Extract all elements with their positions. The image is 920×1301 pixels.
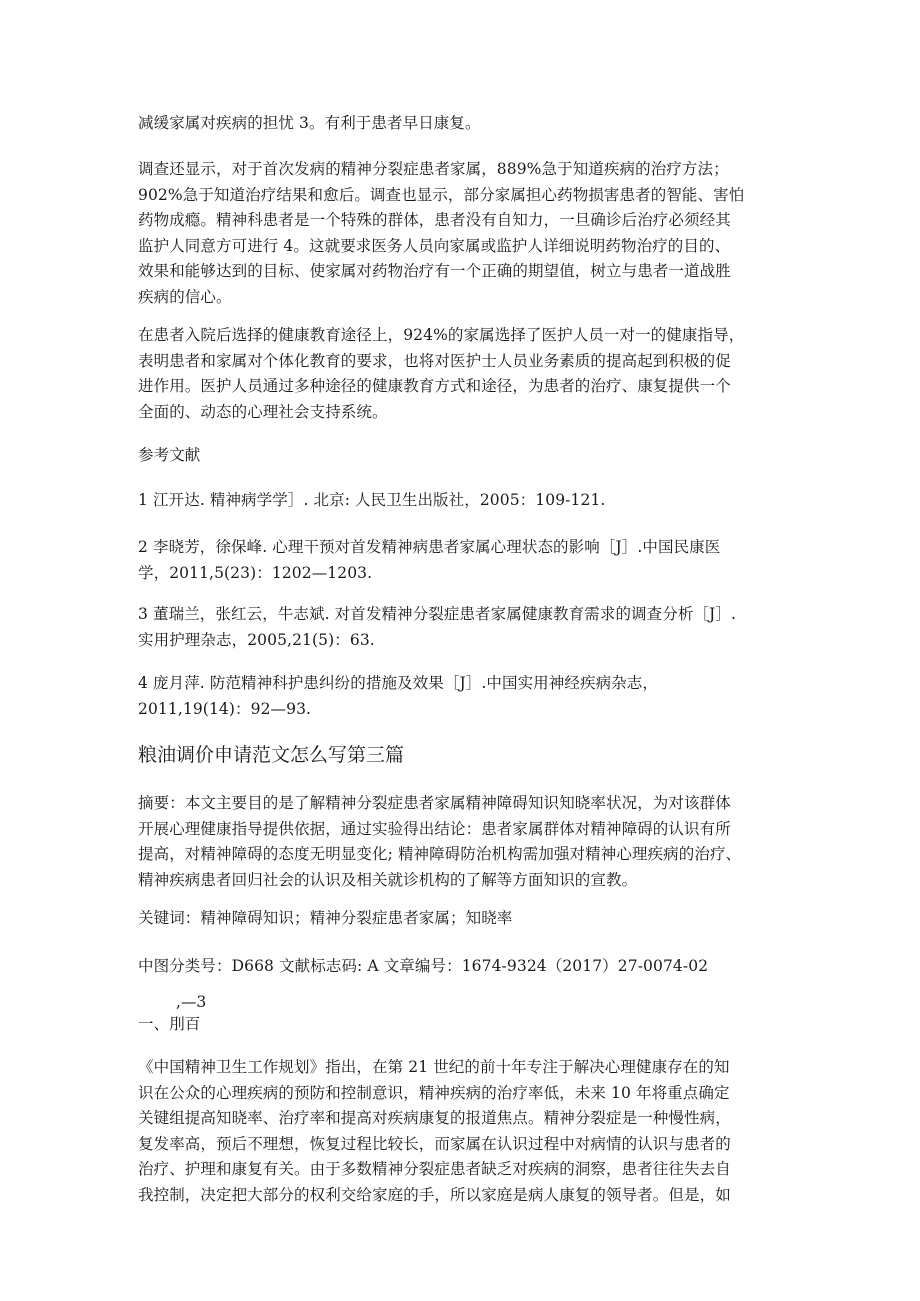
text-line: 表明患者和家属对个体化教育的要求，也将对医护士人员业务素质的提高起到积极的促: [138, 351, 731, 370]
text-line: 4 庞月萍. 防范精神科护患纠纷的措施及效果［J］.中国实用神经疾病杂志，: [138, 674, 658, 692]
intro-paragraph: [138, 1055, 788, 1208]
text-line: 2011,19(14)：92—93.: [138, 699, 312, 718]
references-title: [138, 443, 788, 469]
text-line: 药物成瘾。精神科患者是一个特殊的群体，患者没有自知力，一旦确诊后治疗必须经其: [138, 211, 731, 229]
text-line: 提高，对精神障碍的态度无明显变化; 精神障碍防治机构需加强对精神心理疾病的治疗、: [138, 845, 742, 863]
text-line: 2 李晓芳，徐保峰. 心理干预对首发精神病患者家属心理状态的影响［J］.中国民康医: [138, 538, 721, 556]
subheading-text: 一、刖百: [138, 1015, 201, 1033]
text-line: 开展心理健康指导提供依据，通过实验得出结论：患者家属群体对精神障碍的认识有所: [138, 819, 731, 838]
paragraph-health-education: [138, 323, 788, 425]
text-line: 全面的、动态的心理社会支持系统。: [138, 402, 388, 421]
reference-item: [138, 671, 788, 722]
text-line: 学，2011,5(23)：1202—1203.: [138, 563, 373, 582]
text-line: 实用护理杂志，2005,21(5)：63.: [138, 630, 375, 649]
text-line: 902%急于知道治疗结果和愈后。调查也显示，部分家属担心药物损害患者的智能、害怕: [138, 185, 745, 204]
text-line: 在患者入院后选择的健康教育途径上，924%的家属选择了医护人员一对一的健康指导，: [138, 326, 745, 344]
text-line: 效果和能够达到的目标、使家属对药物治疗有一个正确的期望值，树立与患者一道战胜: [138, 262, 731, 280]
text-line: 复发率高，预后不理想，恢复过程比较长，而家属在认识过程中对病情的认识与患者的: [138, 1134, 731, 1153]
section-heading: 粮油调价申请范文怎么写第三篇: [138, 744, 405, 766]
reference-item: [138, 488, 788, 514]
subheading: [138, 1012, 788, 1038]
text-line: 治疗、护理和康复有关。由于多数精神分裂症患者缺乏对疾病的洞察，患者往往失去自: [138, 1160, 731, 1178]
abstract-paragraph: [138, 791, 788, 893]
reference-item: [138, 535, 788, 586]
references-title-text: 参考文献: [138, 446, 201, 464]
text-line: 3 董瑞兰，张红云，牛志斌. 对首发精神分裂症患者家属健康教育需求的调查分析［J］.: [138, 605, 736, 623]
text-line: 我控制，决定把大部分的权利交给家庭的手，所以家庭是病人康复的领导者。但是，如: [138, 1185, 731, 1204]
classification-line: [138, 954, 788, 980]
text-line: 减缓家属对疾病的担忧 3。有利于患者早日康复。: [138, 114, 481, 132]
paragraph-survey-results: [138, 157, 788, 310]
classification-text: 中图分类号：D668 文献标志码: A 文章编号：1674-9324（2017）27-0074-02: [138, 957, 709, 975]
text-line: 疾病的信心。: [138, 287, 232, 306]
text-line: 识在公众的心理疾病的预防和控制意识，精神疾病的治疗率低，未来 10 年将重点确定: [138, 1083, 730, 1102]
keywords-line: [138, 906, 788, 932]
reference-item: [138, 602, 788, 653]
text-line: 关键组提高知晓率、治疗率和提高对疾病康复的报道焦点。精神分裂症是一种慢性病，: [138, 1109, 731, 1127]
text-line: 《中国精神卫生工作规划》指出，在第 21 世纪的前十年专注于解决心理健康存在的知: [138, 1058, 730, 1076]
keywords-text: 关键词：精神障碍知识；精神分裂症患者家属；知晓率: [138, 909, 513, 927]
text-line: 监护人同意方可进行 4。这就要求医务人员向家属或监护人详细说明药物治疗的目的、: [138, 236, 731, 255]
paragraph-continuation: [138, 111, 788, 137]
text-line: 进作用。医护人员通过多种途径的健康教育方式和途径，为患者的治疗、康复提供一个: [138, 377, 731, 395]
text-line: 1 江开达. 精神病学学］. 北京: 人民卫生出版社，2005：109-121.: [138, 491, 606, 509]
text-line: 摘要：本文主要目的是了解精神分裂症患者家属精神障碍知识知晓率状况，为对该群体: [138, 794, 731, 812]
text-line: 调查还显示，对于首次发病的精神分裂症患者家属，889%急于知道疾病的治疗方法；: [138, 160, 729, 178]
text-line: 精神疾病患者回归社会的认识及相关就诊机构的了解等方面知识的宣教。: [138, 870, 638, 889]
stray-text-artifact: ,—3: [176, 993, 207, 1011]
